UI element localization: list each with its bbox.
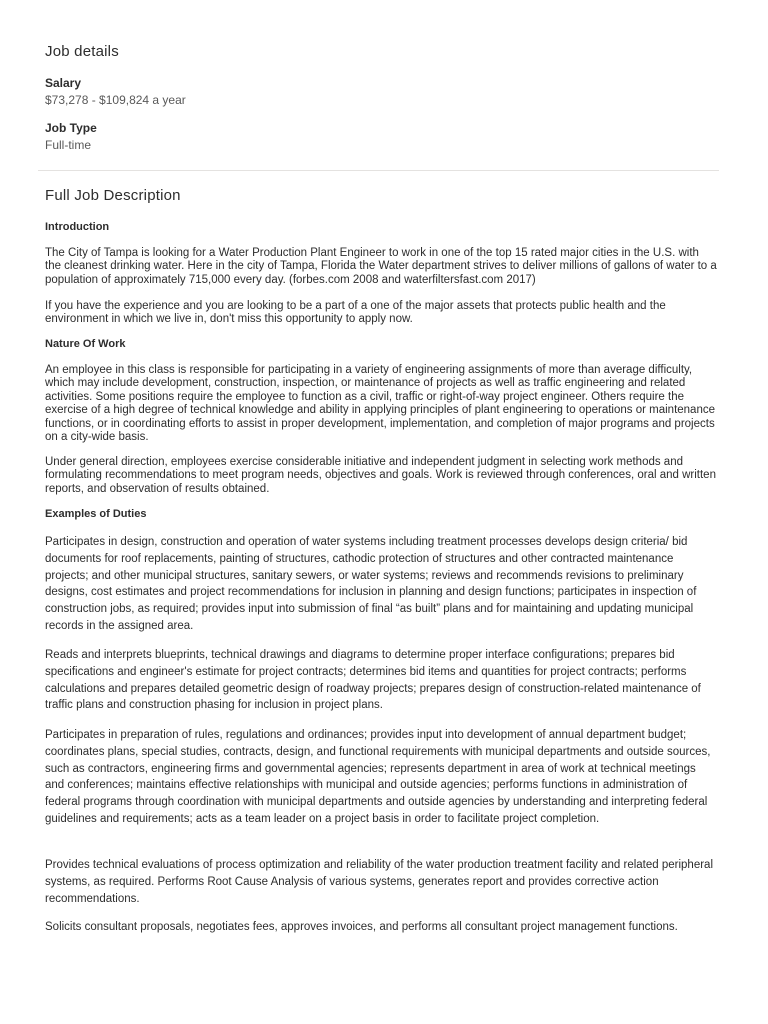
nature-of-work-paragraph: Under general direction, employees exercise considerable initiative and independent judgment in selecting work methods and formulating recommendations to meet program needs, objectives and goals. Work is reviewed through conferences, oral and written reports, and observation of results obtained.	[45, 456, 716, 495]
nature-of-work-heading: Nature Of Work	[45, 338, 126, 350]
job-details-heading: Job details	[45, 43, 119, 60]
salary-label: Salary	[45, 76, 82, 90]
nature-of-work-paragraph: An employee in this class is responsible for participating in a variety of engineering assignments of more than average difficulty, which may include development, construction, inspection, or maintenance of projects as well as traffic engineering and related activities. Some positions require the employee to function as a civil, traffic or right-of-way project engineer. Others require the exercise of a high degree of technical knowledge and ability in applying principles of plant engineering to operations or maintenance functions, or in coordinating efforts to assist in proper development, implementation, and completion of major programs and projects on a city-wide basis.	[45, 364, 715, 444]
duty-paragraph: Participates in preparation of rules, regulations and ordinances; provides input into development of annual department budget; coordinates plans, special studies, contracts, design, and functional requirements with municipal departments and outside sources, such as contractors, engineering firms and governmental agencies; represents department in area of work at technical meetings and conferences; maintains effective relationships with municipal and outside agencies; performs functions in administration of federal programs through coordination with municipal departments and outside agencies by understanding and interpreting federal guidelines and requirements; acts as a team leader on a project basis in order to facilitate project completion.	[45, 729, 711, 825]
introduction-heading: Introduction	[45, 221, 110, 233]
examples-of-duties-heading: Examples of Duties	[45, 508, 147, 520]
full-job-description-heading: Full Job Description	[45, 187, 181, 204]
salary-value: $73,278 - $109,824 a year	[45, 93, 186, 107]
duty-paragraph: Reads and interprets blueprints, technical drawings and diagrams to determine proper interface configurations; prepares bid specifications and engineer's estimate for project contracts; determines bid items and quantities for project contracts; performs calculations and prepares detailed geometric design of roadway projects; prepares design of construction-related maintenance of traffic plans and construction phasing for inclusion in project plans.	[45, 649, 701, 712]
introduction-paragraph: If you have the experience and you are looking to be a part of a one of the major assets that protects public health and the environment in which we live in, don't miss this opportunity to apply now.	[45, 300, 666, 326]
duty-paragraph: Solicits consultant proposals, negotiates fees, approves invoices, and performs all consultant project management functions.	[45, 921, 678, 933]
section-divider	[38, 170, 719, 171]
duty-paragraph: Provides technical evaluations of process optimization and reliability of the water production treatment facility and related peripheral systems, as required. Performs Root Cause Analysis of various systems, generates report and provides corrective action recommendations.	[45, 859, 713, 905]
job-type-value: Full-time	[45, 138, 92, 152]
job-type-label: Job Type	[45, 121, 97, 135]
duty-paragraph: Participates in design, construction and operation of water systems including treatment processes develops design criteria/ bid documents for roof replacements, painting of structures, cathodic protection of structures and other contracted maintenance projects; and other municipal structures, sanitary sewers, or water systems; reviews and recommends revisions to preliminary designs, cost estimates and project recommendations for inclusion in planning and design functions; participates in inspection of construction jobs, as required; provides input into submission of final “as built” plans and for maintaining and updating municipal records in the assigned area.	[45, 536, 697, 632]
introduction-paragraph: The City of Tampa is looking for a Water Production Plant Engineer to work in one of the top 15 rated major cities in the U.S. with the cleanest drinking water. Here in the city of Tampa, Florida the Water department strives to deliver millions of gallons of water to a population of approximately 715,000 every day. (forbes.com 2008 and waterfiltersfast.com 2017)	[45, 247, 717, 286]
